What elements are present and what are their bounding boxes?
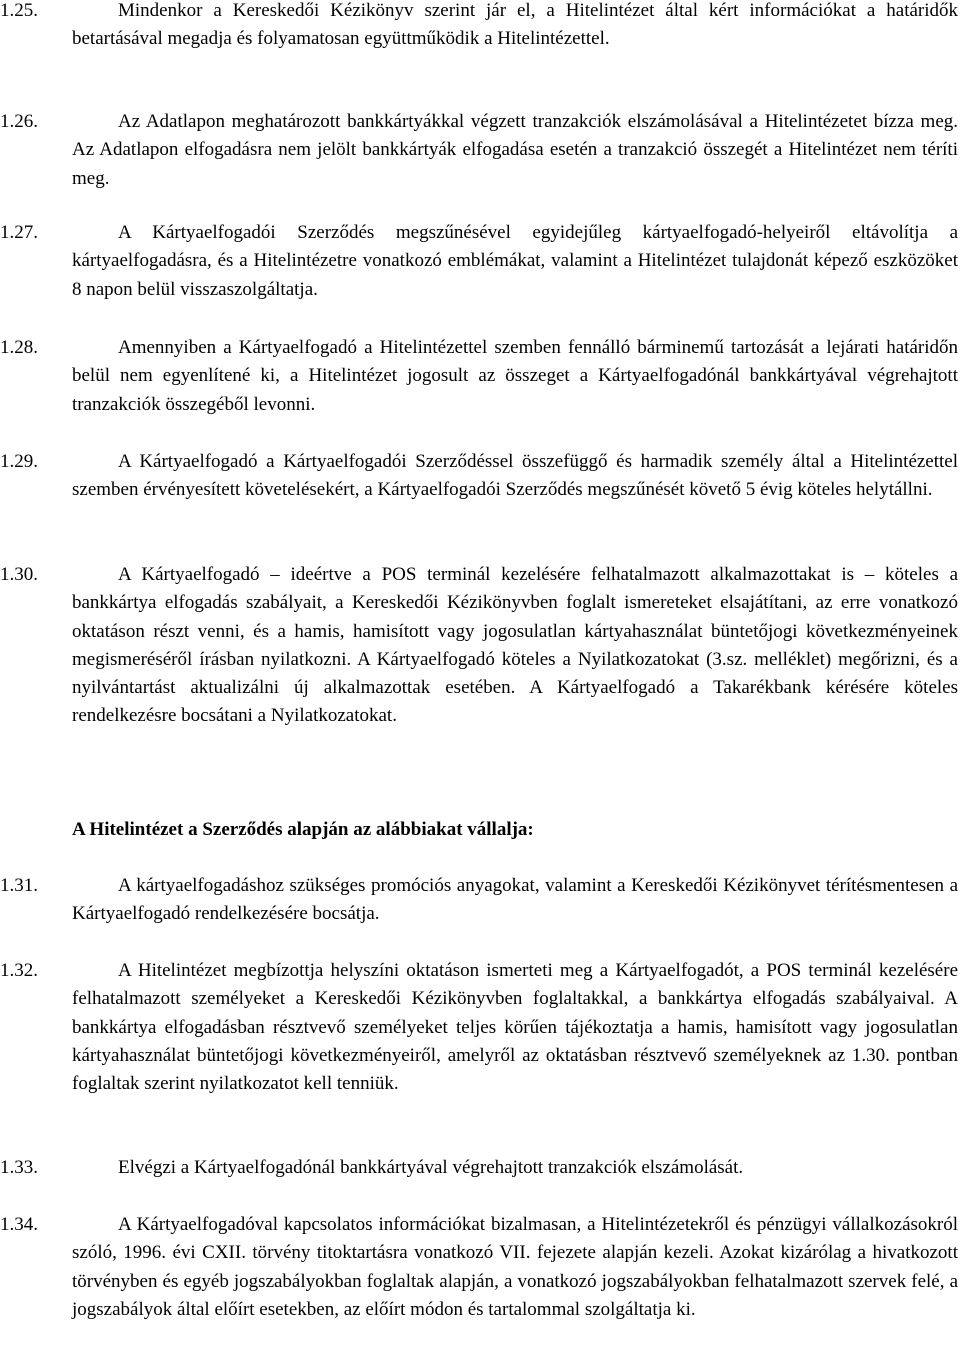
clause-1-33 <box>0 1154 958 1182</box>
clause-text: Az Adatlapon meghatározott bankkártyákkal végzett tranzakciók elszámolásával a Hitelintézetet bízza meg. Az Adatlapon elfogadásra nem jelölt bankkártyák elfogadása esetén a tranzakció összegét a Hitelintézet nem téríti meg. <box>72 111 958 189</box>
clause-number: 1.28. <box>0 337 38 358</box>
clause-text: Mindenkor a Kereskedői Kézikönyv szerint jár el, a Hitelintézet által kért információkat a határidők betartásával megadja és folyamatosan együttműködik a Hitelintézettel. <box>72 0 959 50</box>
clause-text: A Kártyaelfogadó a Kártyaelfogadói Szerződéssel összefüggő és harmadik személy által a Hitelintézettel szemben érvényesített követelésekért, a Kártyaelfogadói Szerződés megszűnését követő 5 évig köteles helytállni. <box>72 451 959 501</box>
clause-1-29 <box>0 448 958 505</box>
clause-number: 1.26. <box>0 111 38 132</box>
clause-1-30 <box>0 561 958 731</box>
clause-1-32 <box>0 957 958 1098</box>
clause-1-31 <box>0 872 958 929</box>
clause-1-25 <box>0 0 958 54</box>
clause-number: 1.33. <box>0 1157 38 1178</box>
clause-number: 1.31. <box>0 875 38 896</box>
clause-1-26 <box>0 108 958 193</box>
clause-number: 1.29. <box>0 451 38 472</box>
clause-text: A kártyaelfogadáshoz szükséges promóciós anyagokat, valamint a Kereskedői Kézikönyvet térítésmentesen a Kártyaelfogadó rendelkezésére bocsátja. <box>72 875 958 925</box>
clause-1-28 <box>0 334 958 419</box>
clause-number: 1.25. <box>0 0 38 21</box>
clause-text: A Hitelintézet megbízottja helyszíni oktatáson ismerteti meg a Kártyaelfogadót, a POS terminál kezelésére felhatalmazott személyeket a Kereskedői Kézikönyvben foglaltakkal, a bankkártya elfogadás szabályaival. A bankkártya elfogadásban résztvevő személyeket teljes körűen tájékoztatja a hamis, hamisított vagy jogosulatlan kártyahasználat büntetőjogi következményeiről, amelyről az oktatásban résztvevő személyeknek az 1.30. pontban foglaltak szerint nyilatkozatot kell tenniük. <box>72 960 958 1095</box>
clause-text: Elvégzi a Kártyaelfogadónál bankkártyával végrehajtott tranzakciók elszámolását. <box>118 1157 744 1178</box>
clause-1-27 <box>0 219 958 304</box>
clause-text: A Kártyaelfogadó – ideértve a POS terminál kezelésére felhatalmazott alkalmazottakat is – köteles a bankkártya elfogadás szabályait, a Kereskedői Kézikönyvben foglalt ismereteket elsajátítani, az erre vonatkozó oktatáson részt venni, és a hamis, hamisított vagy jogosulatlan kártyahasználat büntetőjogi következményeinek megismeréséről írásban nyilatkozni. A Kártyaelfogadó köteles a Nyilatkozatokat (3.sz. melléklet) megőrizni, és a nyilvántartást aktualizálni új alkalmazottak esetében. A Kártyaelfogadó a Takarékbank kérésére köteles rendelkezésre bocsátani a Nyilatkozatokat. <box>72 564 958 727</box>
section-heading: A Hitelintézet a Szerződés alapján az alábbiakat vállalja: <box>72 819 534 840</box>
clause-number: 1.27. <box>0 222 38 243</box>
clause-number: 1.34. <box>0 1214 38 1235</box>
clause-text: A Kártyaelfogadói Szerződés megszűnésével egyidejűleg kártyaelfogadó-helyeiről eltávolítja a kártyaelfogadásra, és a Hitelintézetre vonatkozó emblémákat, valamint a Hitelintézet tulajdonát képező eszközöket 8 napon belül visszaszolgáltatja. <box>72 222 959 300</box>
clause-number: 1.30. <box>0 564 38 585</box>
clause-number: 1.32. <box>0 960 38 981</box>
clause-1-34 <box>0 1211 958 1324</box>
clause-text: Amennyiben a Kártyaelfogadó a Hitelintézettel szemben fennálló bárminemű tartozását a lejárati határidőn belül nem egyenlítené ki, a Hitelintézet jogosult az összeget a Kártyaelfogadónál bankkártyával végrehajtott tranzakciók összegéből levonni. <box>72 337 959 415</box>
clause-text: A Kártyaelfogadóval kapcsolatos információkat bizalmasan, a Hitelintézetekről és pénzügyi vállalkozásokról szóló, 1996. évi CXII. törvény titoktartásra vonatkozó VII. fejezete alapján kezeli. Azokat kizárólag a hivatkozott törvényben és egyéb jogszabályokban foglaltak alapján, a vonatkozó jogszabályokban felhatalmazott szervek felé, a jogszabályok által előírt esetekben, az előírt módon és tartalommal szolgáltatja ki. <box>72 1214 959 1320</box>
